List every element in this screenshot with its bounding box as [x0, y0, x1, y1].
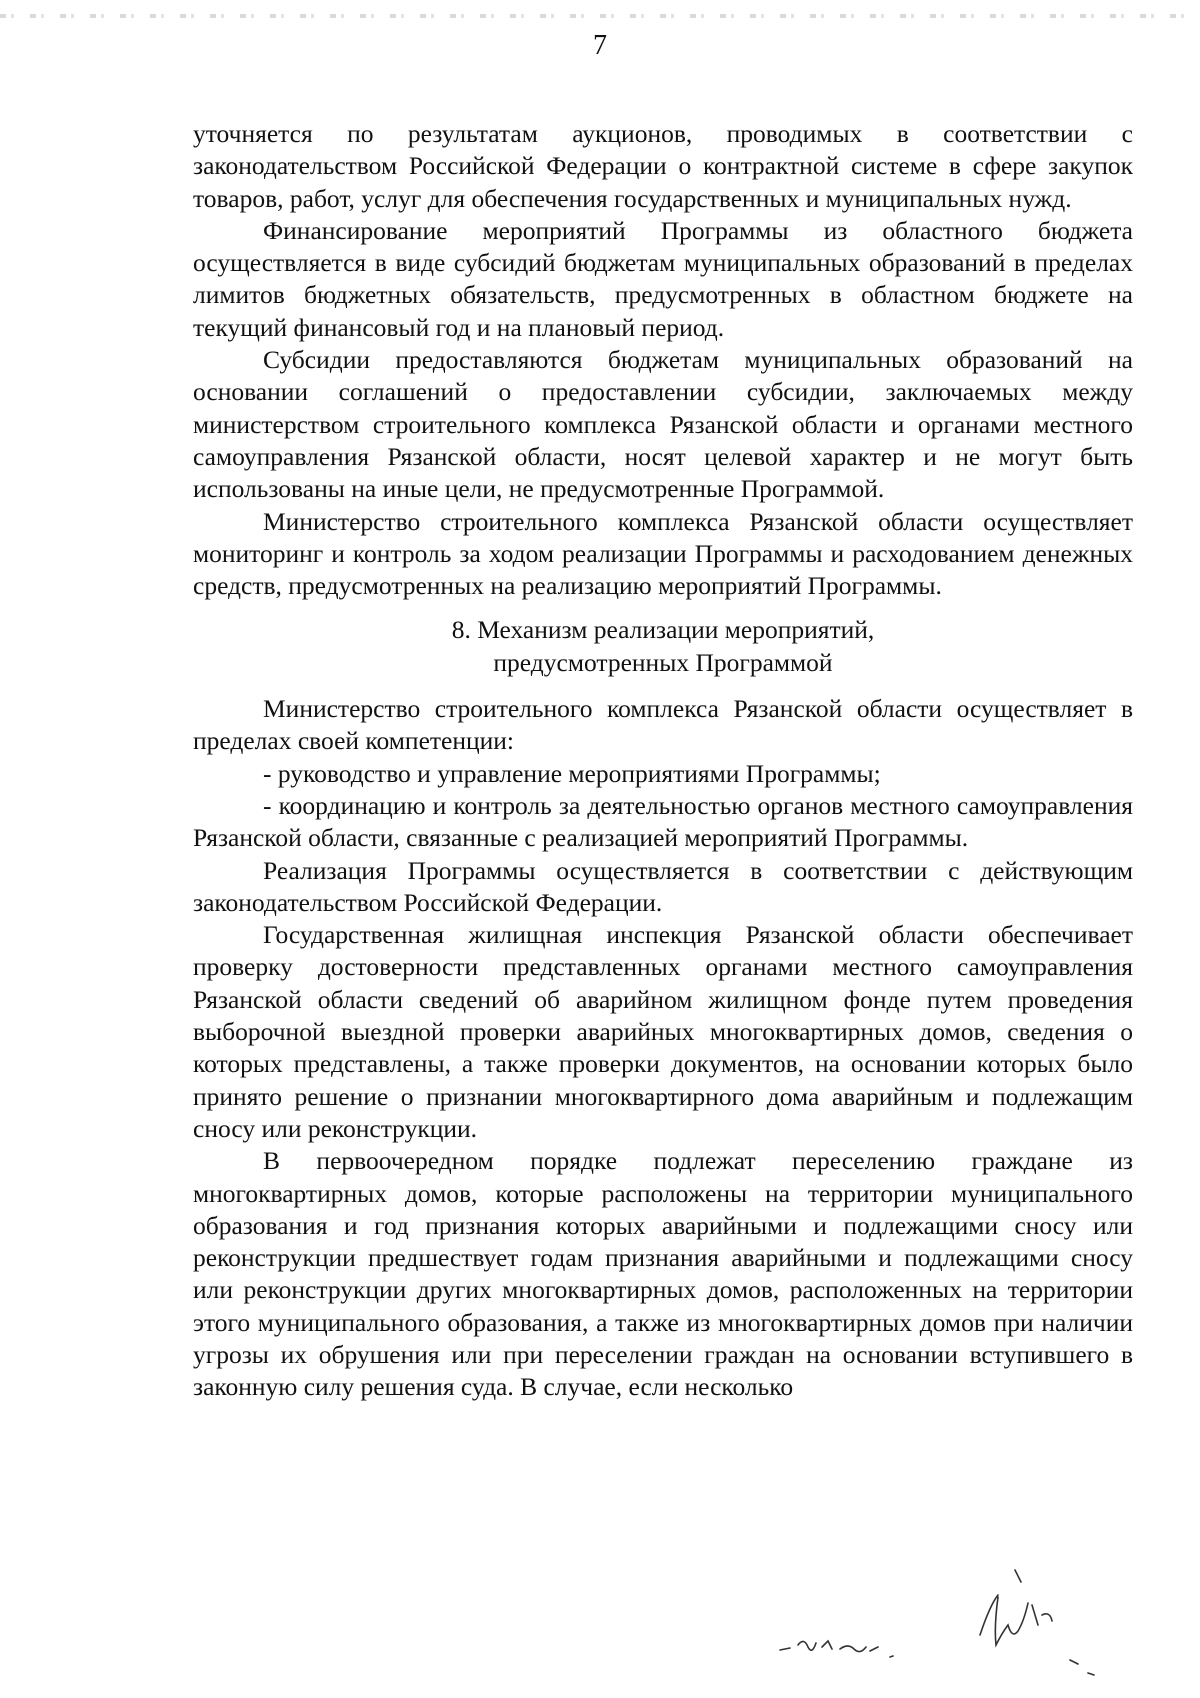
section-heading — [193, 614, 1133, 679]
paragraph-financing: Финансирование мероприятий Программы из областного бюджета осуществляется в виде субсидий бюджетам муниципальных образований в пределах лимитов бюджетных обязательств, предусмотренных в областном бюджете на текущий финансовый год и на плановый период. — [193, 215, 1133, 342]
section-heading-line2: предусмотренных Программой — [493, 647, 833, 677]
section-heading-line1: 8. Механизм реализации мероприятий, — [451, 615, 875, 645]
paragraph-ministry-competence: Министерство строительного комплекса Рязанской области осуществляет в пределах своей компетенции: — [193, 694, 1133, 756]
scan-artifact-line — [0, 14, 1200, 18]
paragraph-subsidies: Субсидии предоставляются бюджетам муниципальных образований на основании соглашений о предоставлении субсидии, заключаемых между министерством строительного комплекса Рязанской области и органами местного самоуправления Рязанской области, носят целевой характер и не могут быть использованы на иные цели, не предусмотренные Программой. — [193, 345, 1133, 504]
paragraph-monitoring: Министерство строительного комплекса Рязанской области осуществляет мониторинг и контроль за ходом реализации Программы и расходованием денежных средств, предусмотренных на реализацию мероприятий Программы. — [193, 506, 1133, 601]
document-body — [193, 118, 1133, 1404]
page-number: 7 — [593, 30, 607, 61]
paragraph-priority-resettlement: В первоочередном порядке подлежат переселению граждане из многоквартирных домов, которые расположены на территории муниципального образования и год признания которых аварийными и подлежащими сносу или реконструкции предшествует годам признания аварийными и подлежащими сносу или реконструкции других многоквартирных домов, расположенных на территории этого муниципального образования, а также из многоквартирных домов при наличии угрозы их обрушения или при переселении граждан на основании вступившего в законную силу решения суда. В случае, если несколько — [193, 1146, 1133, 1402]
list-item-management: - руководство и управление мероприятиями Программы; — [263, 758, 881, 788]
paragraph-continuation: уточняется по результатам аукционов, проводимых в соответствии с законодательством Российской Федерации о контрактной системе в сфере закупок товаров, работ, услуг для обеспечения государственных и муниципальных нужд. — [193, 119, 1133, 213]
list-item-coordination: - координацию и контроль за деятельностью органов местного самоуправления Рязанской области, связанные с реализацией мероприятий Программы. — [193, 790, 1133, 853]
paragraph-inspection: Государственная жилищная инспекция Рязанской области обеспечивает проверку достоверности представленных органами местного самоуправления Рязанской области сведений об аварийном жилищном фонде путем проведения выборочной выездной проверки аварийных многоквартирных домов, сведения о которых представлены, а также проверки документов, на основании которых было принято решение о признании многоквартирного дома аварийным и подлежащим сносу или реконструкции. — [193, 920, 1133, 1143]
paragraph-implementation: Реализация Программы осуществляется в соответствии с действующим законодательством Российской Федерации. — [193, 855, 1133, 917]
handwritten-signature — [770, 1565, 1150, 1685]
